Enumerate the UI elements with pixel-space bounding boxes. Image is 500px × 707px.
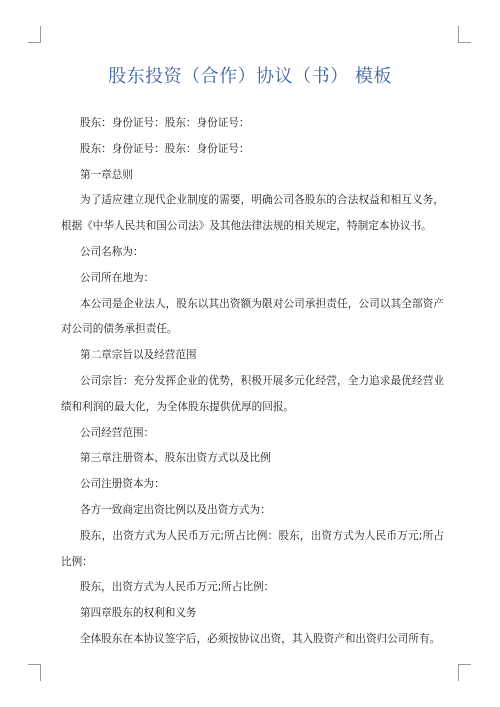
body-paragraph: 本公司是企业法人，股东以其出资额为限对公司承担责任，公司以其全部资产对公司的债务承担责任。 [61,297,444,336]
shareholder-id-line: 股东：身份证号：股东：身份证号： [80,142,250,155]
body-paragraph: 为了适应建立现代企业制度的需要，明确公司各股东的合法权益和相互义务，根据《中华人民共和国公司法》及其他法律法规的相关规定，特制定本协议书。 [61,194,444,233]
chapter-heading: 第一章总则 [80,168,133,181]
document-body [61,111,444,653]
crop-mark-top-left [28,26,41,43]
registered-capital-line: 公司注册资本为： [80,478,165,491]
chapter-heading: 第三章注册资本、股东出资方式以及比例 [80,452,271,465]
business-scope-line: 公司经营范围： [80,426,155,439]
document-title: 股东投资（合作）协议（书） 模板 [108,66,392,87]
company-name-line: 公司名称为： [80,245,144,258]
company-location-line: 公司所在地为： [80,271,155,284]
body-paragraph: 公司宗旨：充分发挥企业的优势，积极开展多元化经营，全力追求最优经营业绩和利润的最大化，为全体股东提供优厚的回报。 [61,374,444,413]
crop-mark-top-right [458,26,471,43]
chapter-heading: 第二章宗旨以及经营范围 [80,349,197,362]
contribution-ratio-line: 各方一致商定出资比例以及出资方式为： [80,503,271,516]
chapter-heading: 第四章股东的权利和义务 [80,607,197,620]
body-paragraph: 股东，出资方式为人民币万元;所占比例： [80,581,275,594]
body-paragraph: 股东，出资方式为人民币万元;所占比例：股东，出资方式为人民币万元;所占比例： [61,529,444,568]
shareholder-id-line: 股东：身份证号：股东：身份证号： [80,117,250,129]
crop-mark-bottom-right [458,664,471,681]
crop-mark-bottom-left [28,664,41,681]
body-paragraph: 全体股东在本协议签字后，必须按协议出资，其入股资产和出资归公司所有。 [80,632,441,645]
